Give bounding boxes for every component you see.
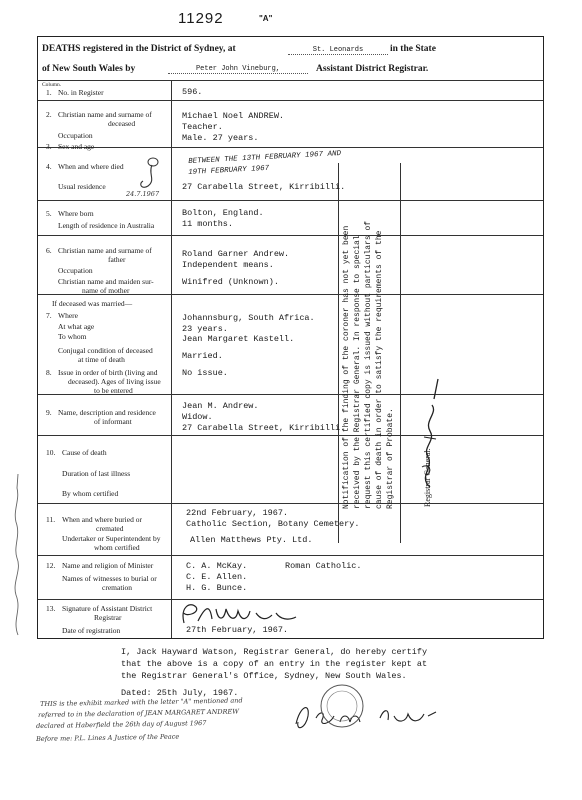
certificate-line-1: I, Jack Hayward Watson, Registrar General, do hereby certify: [121, 647, 428, 657]
annotation-line-1: THIS is the exhibit marked with the letter "A" mentioned and: [40, 696, 243, 708]
undertaker-value: Allen Matthews Pty. Ltd.: [190, 535, 313, 545]
burial-place-value: Catholic Section, Botany Cemetery.: [186, 519, 360, 529]
row-4-number: 4.: [46, 162, 52, 171]
coroner-note-line-4: cause of death in order to satisfy the requirements of the: [375, 230, 384, 509]
row-10-number: 10.: [46, 448, 56, 457]
informant-description-value: Widow.: [182, 412, 213, 422]
deceased-occupation-value: Teacher.: [182, 122, 223, 132]
row-6-label-2: father: [108, 255, 126, 264]
row-11-label-1: When and where buried or: [62, 515, 142, 524]
certificate-line-3: the Registrar General's Office, Sydney, New South Wales.: [121, 671, 407, 681]
row-11-label-4: whom certified: [94, 543, 140, 552]
row-1-label: No. in Register: [58, 88, 104, 97]
mother-name-value: Winifred (Unknown).: [182, 277, 279, 287]
header-district-label: DEATHS registered in the District of Sydney, at: [42, 44, 236, 54]
marriage-place-value: Johannsburg, South Africa.: [182, 313, 315, 323]
row-10-label-2: Duration of last illness: [62, 469, 131, 478]
row-5-number: 5.: [46, 209, 52, 218]
minister-religion-value: Roman Catholic.: [285, 561, 362, 571]
row-separator: [38, 235, 543, 236]
annotation-line-3: declared at Haberfield the 26th day of August 1967: [36, 719, 207, 730]
row-7-label-2: At what age: [58, 322, 95, 331]
row-5-label: Where born: [58, 209, 94, 218]
father-occupation-value: Independent means.: [182, 260, 274, 270]
registrar-general-signature: [404, 377, 444, 497]
certificate-line-2: that the above is a copy of an entry in the register kept at: [121, 659, 428, 669]
spouse-name-value: Jean Margaret Kastell.: [182, 334, 295, 344]
row-11-label-2: cremated: [96, 524, 124, 533]
row-7-label-3: To whom: [58, 332, 87, 341]
row-2-label-1: Christian name and surname of: [58, 110, 152, 119]
row-6-label-5: name of mother: [82, 286, 130, 295]
document-serial-number: 11292: [178, 10, 224, 27]
left-margin-handwriting: [8, 470, 26, 640]
minister-name-value: C. A. McKay.: [186, 561, 248, 571]
row-13-label-3: Date of registration: [62, 626, 121, 635]
row-5-sub-label: Length of residence in Australia: [58, 221, 155, 230]
official-seal: [318, 682, 366, 730]
row-7-label-1: Where: [58, 311, 78, 320]
annotation-line-2: referred to in the declaration of JEAN MARGARET ANDREW: [38, 707, 239, 719]
row-10-label-3: By whom certified: [62, 489, 119, 498]
row-10-label-1: Cause of death: [62, 448, 107, 457]
row-6-label-3: Occupation: [58, 266, 93, 275]
document-serial-suffix: "A": [259, 14, 273, 23]
row-13-number: 13.: [46, 604, 56, 613]
register-number-value: 596.: [182, 87, 203, 97]
row-8-label-2: deceased). Ages of living issue: [68, 377, 161, 386]
row-12-number: 12.: [46, 561, 56, 570]
row-2-label-3: Occupation: [58, 131, 93, 140]
row-separator: [38, 200, 543, 201]
row-6-label-4: Christian name and maiden sur-: [58, 277, 154, 286]
burial-date-value: 22nd February, 1967.: [186, 508, 289, 518]
birthplace-value: Bolton, England.: [182, 208, 264, 218]
coroner-note-line-1: Notification of the finding of the coroner has not yet been: [342, 225, 351, 509]
registrar-column-divider: [400, 163, 401, 543]
row-separator: [38, 503, 543, 504]
issue-value: No issue.: [182, 368, 228, 378]
registration-date-value: 27th February, 1967.: [186, 625, 289, 635]
row-7-label-5: at time of death: [78, 355, 125, 364]
row-7-label-4: Conjugal condition of deceased: [58, 346, 153, 355]
row-4-label: When and where died: [58, 162, 124, 171]
informant-name-value: Jean M. Andrew.: [182, 401, 259, 411]
registrar-general-label: Registrar General.: [423, 448, 432, 507]
informant-residence-value: 27 Carabella Street, Kirribilli.: [182, 423, 346, 433]
witness-1-value: C. E. Allen.: [186, 572, 248, 582]
header-state-label: in the State: [390, 44, 436, 54]
row-7-preamble: If deceased was married—: [52, 299, 133, 308]
header-registrar-name: Peter John Vineburg,: [168, 65, 308, 74]
row-11-label-3: Undertaker or Superintendent by: [62, 534, 161, 543]
row-3-number: 3.: [46, 142, 52, 151]
sex-age-value: Male. 27 years.: [182, 133, 259, 143]
row-9-label-2: of informant: [94, 417, 132, 426]
row-7-number: 7.: [46, 311, 52, 320]
row-6-number: 6.: [46, 246, 52, 255]
usual-residence-value: 27 Carabella Street, Kirribilli.: [182, 182, 346, 192]
marriage-age-value: 23 years.: [182, 324, 228, 334]
header-registrar-title: Assistant District Registrar.: [316, 64, 429, 74]
annotation-line-4: Before me: P.L. Lines A Justice of the Peace: [36, 732, 180, 743]
row-8-label-3: to be entered: [94, 386, 133, 395]
death-register-form: [37, 36, 544, 639]
row-1-number: 1.: [46, 88, 52, 97]
coroner-note-line-3: request this certified copy is issued without particulars of: [364, 220, 373, 509]
death-date-value-2: 19TH FEBRUARY 1967: [188, 164, 270, 177]
row-3-label: Sex and age: [58, 142, 95, 151]
row-separator: [38, 147, 543, 148]
row-8-label-1: Issue in order of birth (living and: [58, 368, 158, 377]
row-9-label-1: Name, description and residence: [58, 408, 156, 417]
deceased-name-value: Michael Noel ANDREW.: [182, 111, 285, 121]
row-8-number: 8.: [46, 368, 52, 377]
coroner-note-line-2: received by the Registrar General. In response to special: [353, 235, 362, 509]
note-column-divider: [338, 163, 339, 543]
row-13-label-1: Signature of Assistant District: [62, 604, 153, 613]
death-date-value-1: BETWEEN THE 13TH FEBRUARY 1967 AND: [188, 149, 342, 166]
row-2-label-2: deceased: [108, 119, 136, 128]
conjugal-condition-value: Married.: [182, 351, 223, 361]
witness-2-value: H. G. Bunce.: [186, 583, 248, 593]
row-13-label-2: Registrar: [94, 613, 122, 622]
row-4-sub-label: Usual residence: [58, 182, 106, 191]
coroner-note-line-5: Registrar of Probate.: [386, 408, 395, 509]
residence-length-value: 11 months.: [182, 219, 234, 229]
row-2-number: 2.: [46, 110, 52, 119]
header-divider: [38, 80, 543, 81]
father-name-value: Roland Garner Andrew.: [182, 249, 290, 259]
row-12-label-2: Names of witnesses to burial or: [62, 574, 157, 583]
row-4-handwritten-date: 24.7.1967: [126, 190, 160, 198]
row-9-number: 9.: [46, 408, 52, 417]
row-separator: [38, 555, 543, 556]
row-4-handwritten-mark: [134, 154, 168, 194]
certificate-dated: Dated: 25th July, 1967.: [121, 688, 239, 698]
row-12-label-1: Name and religion of Minister: [62, 561, 154, 570]
row-separator: [38, 435, 543, 436]
row-separator: [38, 100, 543, 101]
header-registrar-label: of New South Wales by: [42, 64, 136, 74]
row-11-number: 11.: [46, 515, 56, 524]
row-12-label-3: cremation: [102, 583, 132, 592]
header-line-1: [42, 44, 236, 54]
column-label: Column.: [42, 82, 62, 88]
header-district-value: St. Leonards: [288, 46, 388, 55]
row-6-label-1: Christian name and surname of: [58, 246, 152, 255]
